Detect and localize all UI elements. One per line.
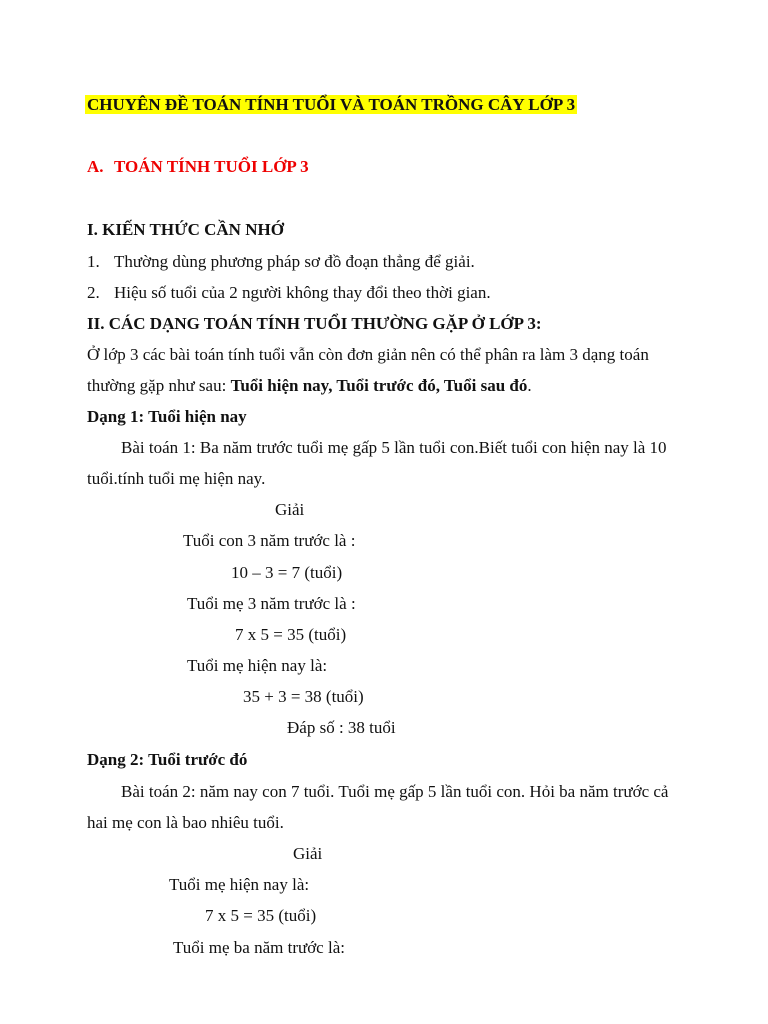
dang1-calc1: 10 – 3 = 7 (tuổi) bbox=[231, 563, 343, 582]
section-a-heading bbox=[87, 156, 309, 178]
dang1-calc3: 35 + 3 = 38 (tuổi) bbox=[243, 687, 364, 706]
title-highlight: CHUYÊN ĐỀ TOÁN TÍNH TUỔI VÀ TOÁN TRỒNG CÂY LỚP 3 bbox=[87, 95, 576, 114]
dang1-calc2: 7 x 5 = 35 (tuổi) bbox=[235, 625, 347, 644]
dang1-answer: Đáp số : 38 tuổi bbox=[287, 718, 396, 737]
list-item-text: Thường dùng phương pháp sơ đồ đoạn thẳng để giải. bbox=[114, 252, 475, 271]
dang2-step1: Tuổi mẹ hiện nay là: bbox=[169, 875, 310, 894]
list-item-text: Hiệu số tuổi của 2 người không thay đổi theo thời gian. bbox=[114, 283, 491, 302]
dang2-step2: Tuổi mẹ ba năm trước là: bbox=[173, 938, 345, 957]
part1-heading: I. KIẾN THỨC CẦN NHỚ bbox=[87, 220, 284, 239]
dang1-step2: Tuổi mẹ 3 năm trước là : bbox=[187, 594, 356, 613]
section-a-number: A. bbox=[87, 157, 104, 176]
dang2-solution-label: Giải bbox=[293, 844, 323, 863]
document-title bbox=[85, 94, 577, 116]
dang1-problem-line1: Bài toán 1: Ba năm trước tuổi mẹ gấp 5 lần tuổi con.Biết tuổi con hiện nay là 10 bbox=[121, 438, 667, 457]
list-item-number: 1. bbox=[87, 252, 100, 271]
list-item bbox=[87, 251, 475, 273]
dang2-calc1: 7 x 5 = 35 (tuổi) bbox=[205, 906, 317, 925]
intro-plain-text: thường gặp như sau: bbox=[87, 376, 231, 395]
dang2-problem-line2: hai mẹ con là bao nhiêu tuổi. bbox=[87, 813, 284, 832]
dang1-heading: Dạng 1: Tuổi hiện nay bbox=[87, 407, 247, 426]
intro-bold-text: Tuổi hiện nay, Tuổi trước đó, Tuổi sau đó bbox=[230, 376, 528, 395]
dang2-problem-line1: Bài toán 2: năm nay con 7 tuổi. Tuổi mẹ gấp 5 lần tuổi con. Hỏi ba năm trước cả bbox=[121, 782, 669, 801]
intro-end-text: . bbox=[527, 376, 532, 395]
dang1-step1: Tuổi con 3 năm trước là : bbox=[183, 531, 356, 550]
list-item bbox=[87, 282, 491, 304]
dang2-heading: Dạng 2: Tuổi trước đó bbox=[87, 750, 248, 769]
dang1-solution-label: Giải bbox=[275, 500, 305, 519]
section-a-label: TOÁN TÍNH TUỔI LỚP 3 bbox=[114, 157, 309, 176]
dang1-step3: Tuổi mẹ hiện nay là: bbox=[187, 656, 328, 675]
list-item-number: 2. bbox=[87, 283, 100, 302]
part2-intro-line1: Ở lớp 3 các bài toán tính tuổi vẫn còn đơn giản nên có thể phân ra làm 3 dạng toán bbox=[87, 345, 649, 364]
part2-intro-line2 bbox=[87, 375, 532, 397]
dang1-problem-line2: tuổi.tính tuổi mẹ hiện nay. bbox=[87, 469, 266, 488]
part2-heading: II. CÁC DẠNG TOÁN TÍNH TUỔI THƯỜNG GẶP Ở LỚP 3: bbox=[87, 314, 542, 333]
